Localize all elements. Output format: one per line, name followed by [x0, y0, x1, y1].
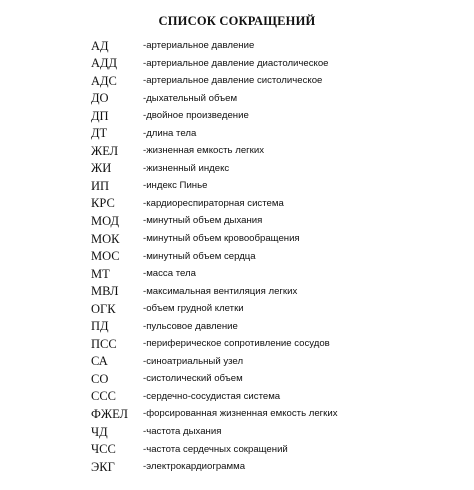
- abbreviation-row: [0, 232, 474, 250]
- abbreviation-term: ЧСС: [91, 442, 116, 457]
- abbreviation-term: МВЛ: [91, 284, 119, 299]
- abbreviation-definition: -кардиореспираторная система: [143, 197, 284, 209]
- abbreviation-row: [0, 407, 474, 425]
- abbreviation-term: ПСС: [91, 336, 117, 351]
- abbreviation-term: ЖЕЛ: [91, 143, 119, 158]
- abbreviation-definition: -артериальное давление систолическое: [143, 75, 323, 87]
- abbreviation-term: ФЖЕЛ: [91, 406, 129, 421]
- abbreviation-term: ДО: [91, 91, 109, 106]
- abbreviation-row: [0, 442, 474, 460]
- abbreviation-definition: -минутный объем кровообращения: [143, 233, 300, 245]
- abbreviation-definition: -форсированная жизненная емкость легких: [143, 408, 338, 420]
- abbreviation-row: [0, 196, 474, 214]
- abbreviation-row: [0, 56, 474, 74]
- abbreviation-definition: -артериальное давление диастолическое: [143, 57, 329, 69]
- abbreviation-definition: -систолический объем: [143, 373, 243, 385]
- abbreviation-row: [0, 39, 474, 57]
- abbreviation-row: [0, 74, 474, 92]
- abbreviation-term: ЖИ: [91, 161, 112, 176]
- abbreviation-definition: -двойное произведение: [143, 110, 249, 122]
- abbreviation-term: АДД: [91, 56, 118, 71]
- abbreviation-term: ЭКГ: [91, 459, 115, 474]
- abbreviation-list: [0, 39, 474, 478]
- abbreviation-row: [0, 144, 474, 162]
- abbreviation-row: [0, 389, 474, 407]
- abbreviation-row: [0, 179, 474, 197]
- abbreviation-row: [0, 354, 474, 372]
- abbreviation-row: [0, 249, 474, 267]
- abbreviation-definition: -индекс Пинье: [143, 180, 208, 192]
- abbreviation-definition: -артериальное давление: [143, 40, 255, 51]
- abbreviation-term: ЧД: [91, 424, 108, 439]
- abbreviation-term: ИП: [91, 178, 110, 193]
- abbreviation-definition: -минутный объем сердца: [143, 250, 256, 262]
- abbreviation-row: [0, 460, 474, 478]
- abbreviation-definition: -масса тела: [143, 268, 196, 280]
- abbreviation-term: ОГК: [91, 301, 116, 316]
- abbreviation-term: МТ: [91, 266, 110, 281]
- abbreviation-definition: -синоатриальный узел: [143, 355, 244, 367]
- abbreviation-definition: -длина тела: [143, 127, 197, 139]
- abbreviation-term: СА: [91, 354, 108, 369]
- abbreviation-row: [0, 337, 474, 355]
- page-title: СПИСОК СОКРАЩЕНИЙ: [158, 14, 316, 28]
- abbreviation-definition: -дыхательный объем: [143, 92, 238, 104]
- abbreviation-row: [0, 91, 474, 109]
- abbreviation-row: [0, 425, 474, 443]
- abbreviation-term: МОД: [91, 213, 120, 228]
- abbreviation-term: ДП: [91, 108, 109, 123]
- abbreviation-definition: -объем грудной клетки: [143, 303, 244, 315]
- abbreviation-row: [0, 109, 474, 127]
- abbreviation-term: ССС: [91, 389, 117, 404]
- abbreviation-row: [0, 284, 474, 302]
- abbreviation-term: АДС: [91, 73, 117, 88]
- abbreviation-row: [0, 126, 474, 144]
- abbreviation-definition: -сердечно-сосудистая система: [143, 390, 281, 402]
- abbreviation-definition: -периферическое сопротивление сосудов: [143, 338, 330, 350]
- abbreviation-term: МОС: [91, 249, 120, 264]
- abbreviation-definition: -максимальная вентиляция легких: [143, 285, 298, 297]
- abbreviation-row: [0, 214, 474, 232]
- abbreviation-definition: -частота дыхания: [143, 426, 222, 438]
- abbreviation-term: МОК: [91, 231, 120, 246]
- abbreviation-term: АД: [91, 38, 109, 53]
- abbreviation-definition: -минутный объем дыхания: [143, 215, 263, 227]
- abbreviation-row: [0, 161, 474, 179]
- abbreviation-row: [0, 302, 474, 320]
- abbreviation-definition: -частота сердечных сокращений: [143, 443, 288, 455]
- abbreviation-row: [0, 319, 474, 337]
- abbreviation-row: [0, 267, 474, 285]
- abbreviation-definition: -электрокардиограмма: [143, 461, 246, 473]
- abbreviation-definition: -жизненная емкость легких: [143, 145, 265, 157]
- abbreviation-term: ДТ: [91, 126, 108, 141]
- abbreviation-row: [0, 372, 474, 390]
- abbreviation-definition: -пульсовое давление: [143, 320, 238, 332]
- abbreviation-term: СО: [91, 371, 109, 386]
- abbreviation-term: ПД: [91, 319, 109, 334]
- abbreviation-definition: -жизненный индекс: [143, 162, 230, 174]
- abbreviation-term: КРС: [91, 196, 115, 211]
